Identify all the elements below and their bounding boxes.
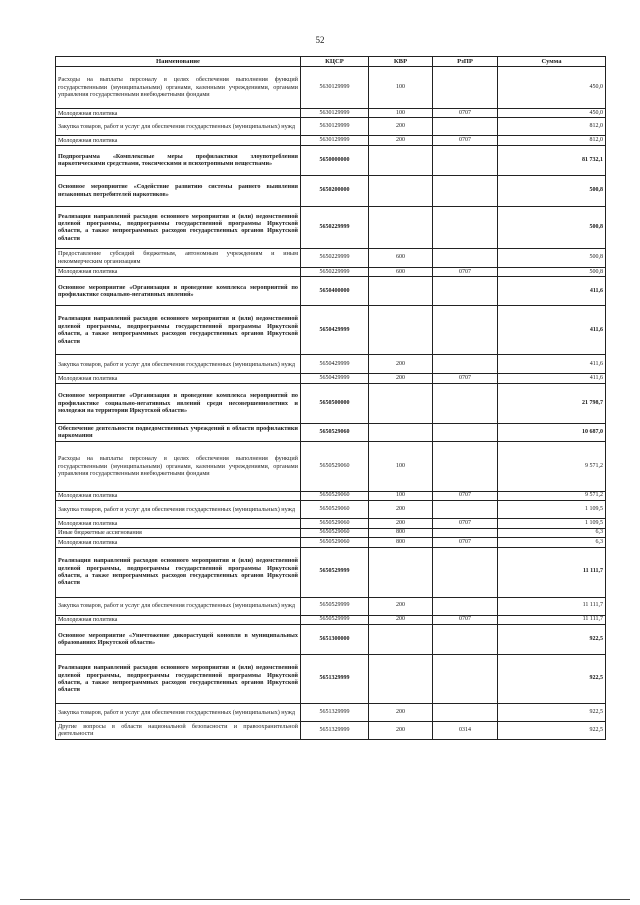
row-kvr-cell [369,145,433,175]
row-kvr-cell: 800 [369,528,433,537]
row-rzpr-cell [433,547,498,597]
row-kcsr-cell: 5650429999 [301,306,369,355]
table-row [56,501,606,519]
row-sum-cell: 812,0 [498,118,606,136]
row-sum-cell: 922,5 [498,721,606,739]
row-name-cell: Молодежная политика [56,267,301,276]
row-name-cell: Закупка товаров, работ и услуг для обеспечения государственных (муниципальных) нужд [56,703,301,721]
row-rzpr-cell [433,118,498,136]
table-row [56,355,606,374]
bottom-divider [20,899,630,900]
row-rzpr-cell: 0707 [433,267,498,276]
header-name: Наименование [56,57,301,67]
row-rzpr-cell: 0707 [433,538,498,547]
row-rzpr-cell: 0707 [433,519,498,528]
row-kvr-cell: 200 [369,597,433,615]
table-row [56,383,606,423]
row-kcsr-cell: 5650529060 [301,491,369,500]
row-sum-cell: 81 732,1 [498,145,606,175]
table-row [56,423,606,441]
row-kcsr-cell: 5650229999 [301,206,369,248]
row-sum-cell: 11 111,7 [498,597,606,615]
row-kvr-cell: 200 [369,519,433,528]
table-row [56,67,606,109]
table-row [56,624,606,654]
row-name-cell: Расходы на выплаты персоналу в целях обеспечения выполнения функций государственными (муниципальными) органами, казенными учреждениями, органами управления государственными внебюджетными фондами [56,441,301,491]
row-sum-cell: 922,5 [498,624,606,654]
table-header-row [56,57,606,67]
row-sum-cell: 922,5 [498,654,606,703]
row-name-cell: Молодежная политика [56,615,301,624]
header-kcsr: КЦСР [301,57,369,67]
table-row [56,109,606,118]
row-name-cell: Основное мероприятие «Организация и проведение комплекса мероприятий по профилактике социально-негативных явлений» [56,277,301,306]
row-kcsr-cell: 5651329999 [301,703,369,721]
table-row [56,654,606,703]
table-row [56,528,606,537]
row-sum-cell: 411,6 [498,277,606,306]
row-sum-cell: 922,5 [498,703,606,721]
row-name-cell: Основное мероприятие «Содействие развитию системы раннего выявления незаконных потребителей наркотиков» [56,175,301,206]
row-sum-cell: 10 687,0 [498,423,606,441]
row-kcsr-cell: 5650429999 [301,374,369,383]
row-sum-cell: 450,0 [498,67,606,109]
table-row [56,374,606,383]
table-body [56,67,606,740]
row-sum-cell: 21 798,7 [498,383,606,423]
table-row [56,491,606,500]
row-kvr-cell [369,654,433,703]
row-name-cell: Реализация направлений расходов основного мероприятия и (или) ведомственной целевой программы, подпрограммы государственной программы Иркутской области, а также непрограммных расходов государственных органов Иркутской области [56,206,301,248]
row-kcsr-cell: 5630129999 [301,67,369,109]
row-sum-cell: 1 109,5 [498,501,606,519]
row-kcsr-cell: 5650229999 [301,248,369,267]
row-kcsr-cell: 5650529999 [301,597,369,615]
row-rzpr-cell: 0314 [433,721,498,739]
row-rzpr-cell: 0707 [433,374,498,383]
row-name-cell: Закупка товаров, работ и услуг для обеспечения государственных (муниципальных) нужд [56,118,301,136]
row-rzpr-cell [433,597,498,615]
row-sum-cell: 11 111,7 [498,615,606,624]
row-kvr-cell [369,306,433,355]
row-sum-cell: 500,8 [498,248,606,267]
row-rzpr-cell [433,423,498,441]
row-rzpr-cell [433,175,498,206]
budget-table [55,56,606,740]
row-rzpr-cell: 0707 [433,615,498,624]
row-name-cell: Молодежная политика [56,538,301,547]
row-rzpr-cell: 0707 [433,491,498,500]
row-kvr-cell: 800 [369,538,433,547]
row-rzpr-cell [433,654,498,703]
row-kvr-cell [369,423,433,441]
row-name-cell: Молодежная политика [56,491,301,500]
row-kvr-cell: 200 [369,501,433,519]
row-kcsr-cell: 5650200000 [301,175,369,206]
table-row [56,703,606,721]
header-rzpr: РзПР [433,57,498,67]
row-rzpr-cell [433,67,498,109]
row-name-cell: Молодежная политика [56,374,301,383]
table-row [56,721,606,739]
row-kvr-cell: 100 [369,67,433,109]
row-kcsr-cell: 5650000000 [301,145,369,175]
row-kcsr-cell: 5650400000 [301,277,369,306]
row-sum-cell: 812,0 [498,136,606,145]
row-name-cell: Закупка товаров, работ и услуг для обеспечения государственных (муниципальных) нужд [56,597,301,615]
row-kvr-cell: 200 [369,118,433,136]
table-row [56,175,606,206]
row-rzpr-cell [433,248,498,267]
row-kcsr-cell: 5650529060 [301,538,369,547]
row-sum-cell: 500,8 [498,175,606,206]
row-kcsr-cell: 5650529999 [301,547,369,597]
row-kvr-cell [369,206,433,248]
row-sum-cell: 1 109,5 [498,519,606,528]
row-rzpr-cell: 0707 [433,136,498,145]
row-kcsr-cell: 5651329999 [301,721,369,739]
row-name-cell: Закупка товаров, работ и услуг для обеспечения государственных (муниципальных) нужд [56,501,301,519]
row-kcsr-cell: 5650500000 [301,383,369,423]
row-kcsr-cell: 5650529060 [301,519,369,528]
row-kcsr-cell: 5650529060 [301,423,369,441]
row-sum-cell: 500,8 [498,206,606,248]
row-sum-cell: 411,6 [498,355,606,374]
row-name-cell: Молодежная политика [56,519,301,528]
row-name-cell: Основное мероприятие «Уничтожение дикорастущей конопли в муниципальных образованиях Иркутской области» [56,624,301,654]
row-rzpr-cell [433,703,498,721]
row-name-cell: Расходы на выплаты персоналу в целях обеспечения выполнения функций государственными (муниципальными) органами, казенными учреждениями, органами управления государственными внебюджетными фондами [56,67,301,109]
row-name-cell: Другие вопросы в области национальной безопасности и правоохранительной деятельности [56,721,301,739]
row-sum-cell: 11 111,7 [498,547,606,597]
row-rzpr-cell [433,206,498,248]
row-kvr-cell: 200 [369,374,433,383]
row-rzpr-cell [433,383,498,423]
table-row [56,118,606,136]
table-row [56,267,606,276]
table-row [56,145,606,175]
table-row [56,248,606,267]
row-kcsr-cell: 5651329999 [301,654,369,703]
row-name-cell: Предоставление субсидий бюджетным, автономным учреждениям и иным некоммерческим организациям [56,248,301,267]
row-kcsr-cell: 5650529060 [301,528,369,537]
row-kvr-cell: 100 [369,109,433,118]
row-kcsr-cell: 5650529060 [301,441,369,491]
row-kvr-cell: 100 [369,491,433,500]
row-kcsr-cell: 5650529999 [301,615,369,624]
row-kvr-cell: 200 [369,721,433,739]
row-kcsr-cell: 5630129999 [301,109,369,118]
table-row [56,615,606,624]
table-row [56,441,606,491]
row-name-cell: Иные бюджетные ассигнования [56,528,301,537]
row-kvr-cell: 200 [369,355,433,374]
row-name-cell: Основное мероприятие «Организация и проведение комплекса мероприятий по профилактике социально-негативных явлений среди несовершеннолетних и молодежи на территории Иркутской области» [56,383,301,423]
row-kcsr-cell: 5650229999 [301,267,369,276]
row-sum-cell: 500,8 [498,267,606,276]
row-name-cell: Молодежная политика [56,136,301,145]
table-row [56,277,606,306]
row-sum-cell: 411,6 [498,306,606,355]
table-row [56,206,606,248]
header-sum: Сумма [498,57,606,67]
row-rzpr-cell [433,441,498,491]
row-sum-cell: 6,3 [498,538,606,547]
row-sum-cell: 9 571,2 [498,491,606,500]
row-rzpr-cell [433,355,498,374]
row-kvr-cell: 600 [369,267,433,276]
row-kvr-cell [369,547,433,597]
row-kvr-cell: 600 [369,248,433,267]
table-row [56,306,606,355]
header-kvr: КВР [369,57,433,67]
row-sum-cell: 450,0 [498,109,606,118]
row-name-cell: Молодежная политика [56,109,301,118]
row-kvr-cell [369,383,433,423]
row-kcsr-cell: 5630129999 [301,136,369,145]
row-kvr-cell [369,624,433,654]
table-row [56,597,606,615]
row-rzpr-cell [433,528,498,537]
table-row [56,547,606,597]
row-sum-cell: 9 571,2 [498,441,606,491]
row-sum-cell: 6,3 [498,528,606,537]
table-row [56,136,606,145]
row-kcsr-cell: 5651300000 [301,624,369,654]
row-name-cell: Реализация направлений расходов основного мероприятия и (или) ведомственной целевой программы, подпрограммы государственной программы Иркутской области, а также непрограммных расходов государственных органов Иркутской области [56,654,301,703]
table-row [56,519,606,528]
row-name-cell: Закупка товаров, работ и услуг для обеспечения государственных (муниципальных) нужд [56,355,301,374]
row-rzpr-cell [433,145,498,175]
row-kcsr-cell: 5650429999 [301,355,369,374]
row-rzpr-cell [433,624,498,654]
row-sum-cell: 411,6 [498,374,606,383]
row-kvr-cell: 200 [369,615,433,624]
row-kvr-cell [369,277,433,306]
row-rzpr-cell [433,277,498,306]
row-rzpr-cell: 0707 [433,109,498,118]
row-rzpr-cell [433,306,498,355]
row-name-cell: Реализация направлений расходов основного мероприятия и (или) ведомственной целевой программы, подпрограммы государственной программы Иркутской области, а также непрограммных расходов государственных органов Иркутской области [56,547,301,597]
row-name-cell: Реализация направлений расходов основного мероприятия и (или) ведомственной целевой программы, подпрограммы государственной программы Иркутской области, а также непрограммных расходов государственных органов Иркутской области [56,306,301,355]
row-rzpr-cell [433,501,498,519]
row-kcsr-cell: 5650529060 [301,501,369,519]
page-number: 52 [315,35,325,45]
row-kvr-cell [369,175,433,206]
row-kcsr-cell: 5630129999 [301,118,369,136]
row-kvr-cell: 100 [369,441,433,491]
row-name-cell: Подпрограмма «Комплексные меры профилактики злоупотребления наркотическими средствами, токсическими и психотропными веществами» [56,145,301,175]
row-kvr-cell: 200 [369,703,433,721]
table-row [56,538,606,547]
row-kvr-cell: 200 [369,136,433,145]
row-name-cell: Обеспечение деятельности подведомственных учреждений в области профилактики наркомании [56,423,301,441]
